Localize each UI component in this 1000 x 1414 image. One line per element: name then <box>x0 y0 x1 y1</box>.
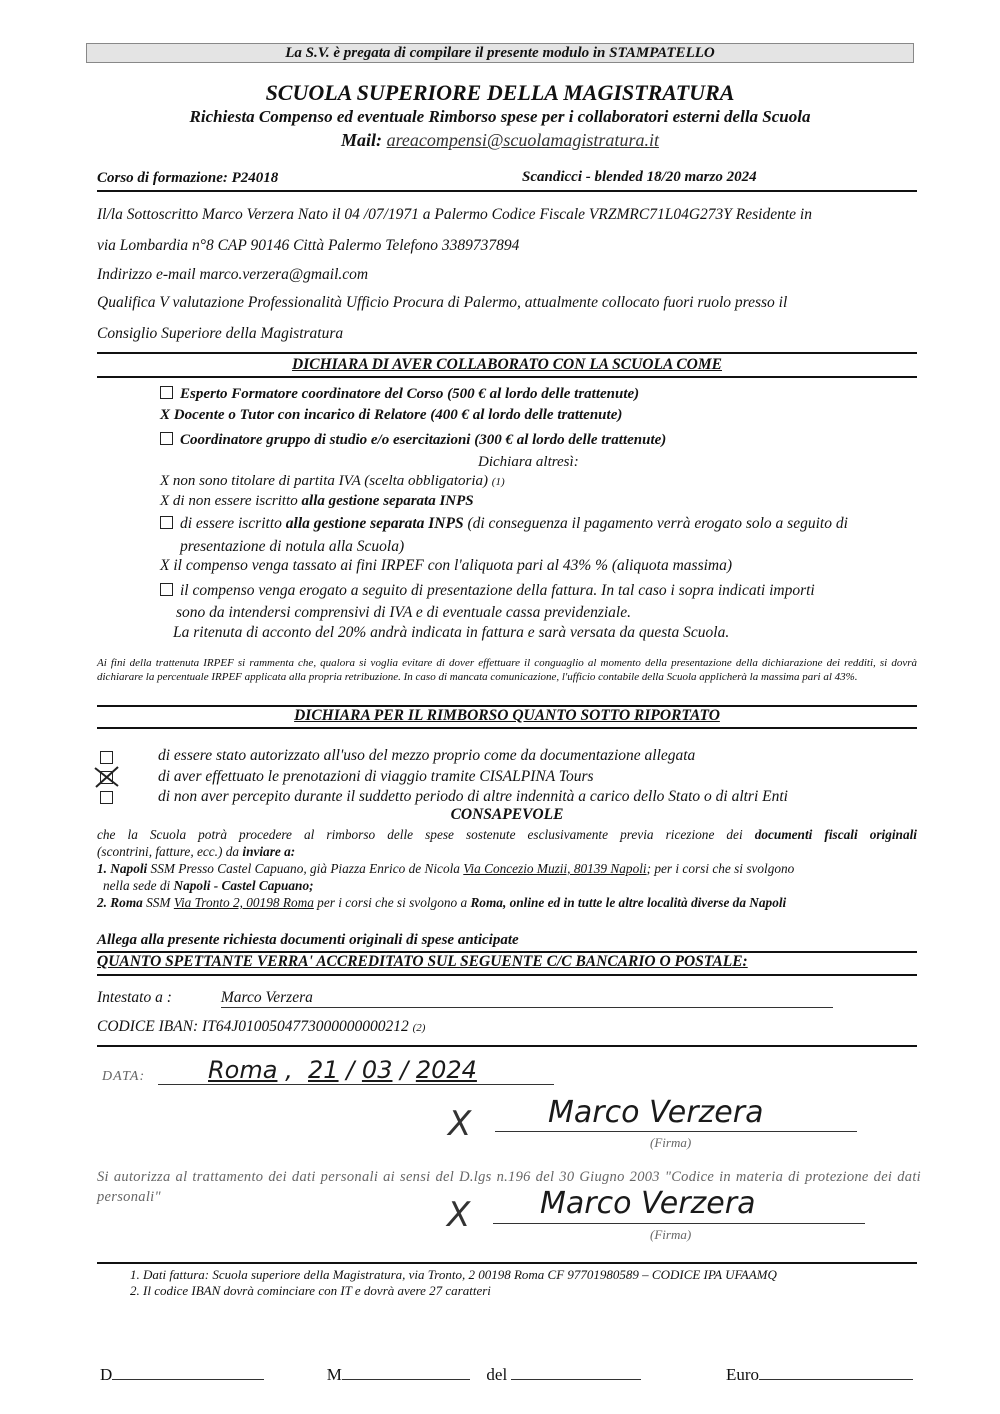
bank-heading: QUANTO SPETTANTE VERRA' ACCREDITATO SUL SEGUENTE C/C BANCARIO O POSTALE: <box>97 953 748 970</box>
date-month: 03 <box>361 1056 393 1084</box>
date-sep-3: / <box>400 1056 409 1084</box>
banner <box>86 43 914 63</box>
date-label: DATA: <box>102 1069 146 1084</box>
role-coordinator <box>160 432 666 449</box>
napoli-address-line2 <box>97 877 917 894</box>
reimb-p1-c: (scontrini, fatture, ecc.) da <box>97 844 243 859</box>
reimb-p1-a: che la Scuola potrà procedere al rimborso delle spese sostenute esclusivamente previa ricezione dei <box>97 827 755 842</box>
inps-yes-line2: presentazione di notula alla Scuola) <box>180 538 405 555</box>
office-euro-field[interactable] <box>759 1363 913 1380</box>
date-place: Roma <box>208 1056 278 1084</box>
roma-address <box>97 894 917 911</box>
role-coordinator-checkbox[interactable] <box>160 432 173 445</box>
role-teacher-mark[interactable]: X <box>160 407 171 423</box>
irpef-text: il compenso venga tassato ai fini IRPEF con l'aliquota pari al 43% % (aliquota massima) <box>173 557 733 574</box>
date-sep-2: / <box>346 1056 355 1084</box>
reimb-item-2: di aver effettuato le prenotazioni di viaggio tramite CISALPINA Tours <box>158 768 594 785</box>
roma-d: per i corsi che si svolgono a <box>313 895 471 910</box>
napoli-d: ; per i corsi che si svolgono <box>646 861 795 876</box>
inps-yes-line <box>160 515 848 533</box>
roma-b: SSM <box>142 895 174 910</box>
personal-line-2: via Lombardia n°8 CAP 90146 Città Palermo Telefono 3389737894 <box>97 237 520 254</box>
iban-note: (2) <box>412 1022 426 1034</box>
office-del-label: del <box>486 1365 508 1384</box>
inps-not-bold: alla gestione separata INPS <box>301 493 474 509</box>
invoice-line-2: sono da intendersi comprensivi di IVA e di eventuale cassa previdenziale. <box>176 604 631 621</box>
vat-line <box>160 473 505 490</box>
role-expert <box>160 386 639 403</box>
office-euro-label: Euro <box>725 1365 759 1384</box>
reimb-checkbox-1[interactable] <box>100 751 113 764</box>
office-row <box>100 1363 913 1385</box>
personal-line-5: Consiglio Superiore della Magistratura <box>97 325 344 342</box>
napoli-e: nella sede di <box>103 878 174 893</box>
roma-c: Via Tronto 2, 00198 Roma <box>173 895 314 910</box>
reimb-checkbox-2-cross <box>92 765 122 789</box>
roma-a: 2. Roma <box>97 895 143 910</box>
form-subtitle: Richiesta Compenso ed eventuale Rimborso spese per i collaboratori esterni della Scuola <box>189 107 811 126</box>
inps-yes-bold: alla gestione separata INPS <box>285 515 464 532</box>
reimb-item-1: di essere stato autorizzato all'uso del mezzo proprio come da documentazione allegata <box>158 747 696 764</box>
iban-row <box>97 1018 425 1036</box>
reimb-item-3: di non aver percepito durante il suddetto periodo di altre indennità a carico dello Stato o di altri Enti <box>158 788 788 805</box>
section1-top-rule <box>97 352 917 354</box>
vat-text: non sono titolare di partita IVA (scelta obbligatoria) <box>172 473 489 489</box>
holder-value: Marco Verzera <box>220 989 313 1006</box>
irpef-mark[interactable]: X <box>160 557 170 574</box>
office-m-field[interactable] <box>342 1363 470 1380</box>
signature-x-mark: X <box>448 1104 472 1144</box>
napoli-b: SSM Presso Castel Capuano, già Piazza Enrico de Nicola <box>147 861 464 876</box>
iban-rule <box>97 1045 917 1047</box>
invoice-text-1: il compenso venga erogato a seguito di presentazione della fattura. In tal caso i sopra indicati importi <box>180 582 815 599</box>
course-rule <box>97 190 917 192</box>
course-label: Corso di formazione: P24018 <box>97 170 279 186</box>
banner-text: La S.V. è pregata di compilare il presente modulo in STAMPATELLO <box>285 45 715 61</box>
napoli-c: Via Concezio Muzii, 80139 Napoli <box>463 861 647 876</box>
attach-line: Allega alla presente richiesta documenti originali di spese anticipate <box>97 932 519 948</box>
privacy-firma-label: (Firma) <box>650 1227 692 1242</box>
course-location-dates: Scandicci - blended 18/20 marzo 2024 <box>522 169 757 185</box>
reimb-p1 <box>97 826 917 843</box>
signature-handwritten: Marco Verzera <box>548 1095 764 1130</box>
irpef-line <box>160 557 732 575</box>
footnote-2: 2. Il codice IBAN dovrà cominciare con IT e dovrà avere 27 caratteri <box>130 1283 491 1298</box>
personal-line-4: Qualifica V valutazione Professionalità Ufficio Procura di Palermo, attualmente collocato fuori ruolo presso il <box>97 294 788 311</box>
role-teacher <box>160 407 622 424</box>
mail-line <box>0 130 1000 151</box>
invoice-line-1 <box>160 582 815 600</box>
role-expert-text: Esperto Formatore coordinatore del Corso (500 € al lordo delle trattenute) <box>180 386 640 402</box>
date-day: 21 <box>308 1056 339 1084</box>
mail-link[interactable]: areacompensi@scuolamagistratura.it <box>386 130 659 150</box>
office-del-field[interactable] <box>511 1363 641 1380</box>
iban-label: CODICE IBAN: <box>97 1018 199 1035</box>
napoli-address <box>97 860 917 877</box>
inps-yes-rest: (di conseguenza il pagamento verrà erogato solo a seguito di <box>463 515 848 532</box>
invoice-line-3: La ritenuta di acconto del 20% andrà indicata in fattura e sarà versata da questa Scuola. <box>173 624 730 641</box>
privacy-signature-handwritten: Marco Verzera <box>540 1186 756 1221</box>
mail-label: Mail: <box>341 130 383 150</box>
section1-heading: DICHIARA DI AVER COLLABORATO CON LA SCUOLA COME <box>292 356 722 373</box>
office-d-field[interactable] <box>112 1363 264 1380</box>
inps-not-mark[interactable]: X <box>160 493 170 509</box>
personal-line-1: Il/la Sottoscritto Marco Verzera Nato il 04 /07/1971 a Palermo Codice Fiscale VRZMRC71L04G273Y Residente in <box>97 206 812 223</box>
office-d-label: D <box>100 1365 113 1384</box>
napoli-a: 1. Napoli <box>97 861 148 876</box>
reimb-paragraph <box>97 826 917 911</box>
footnote-rule <box>97 1262 917 1264</box>
aware-heading: CONSAPEVOLE <box>450 806 564 823</box>
holder-field[interactable] <box>221 989 833 1008</box>
vat-note: (1) <box>491 476 505 488</box>
reimb-checkbox-3[interactable] <box>100 791 113 804</box>
irpef-note: Ai fini della trattenuta IRPEF si rammenta che, qualora si voglia evitare di dover effettuare il conguaglio al momento della presentazione della dichiarazione dei redditi, si dovrà dichiarare la percentuale IRPEF applicata alla propria retribuzione. In caso di mancata comunicazione, l'ufficio contabile della Scuola applicherà la massima pari al 43%. <box>97 657 917 683</box>
signature-firma-label: (Firma) <box>650 1135 692 1150</box>
inps-yes-checkbox[interactable] <box>160 516 173 529</box>
reimb-p1-d: inviare a: <box>242 844 296 859</box>
reimb-p1-b: documenti fiscali originali <box>754 827 917 842</box>
inps-not-line <box>160 493 474 510</box>
bank-bottom-rule <box>97 974 917 976</box>
date-year: 2024 <box>415 1056 477 1084</box>
school-title: SCUOLA SUPERIORE DELLA MAGISTRATURA <box>265 80 735 105</box>
date-handwritten <box>208 1056 477 1084</box>
inps-not-text: di non essere iscritto <box>172 493 302 509</box>
napoli-f: Napoli - Castel Capuano; <box>173 878 314 893</box>
section2-heading: DICHIARA PER IL RIMBORSO QUANTO SOTTO RIPORTATO <box>294 707 720 724</box>
holder-label: Intestato a : <box>97 989 172 1006</box>
reimb-p1-line2 <box>97 843 917 860</box>
office-m-label: M <box>326 1365 342 1384</box>
section2-bottom-rule <box>97 727 917 729</box>
also-declares: Dichiara altresì: <box>478 454 579 470</box>
holder-row <box>97 989 833 1008</box>
privacy-x-mark: X <box>447 1195 471 1235</box>
vat-mark[interactable]: X <box>160 473 170 489</box>
role-expert-checkbox[interactable] <box>160 386 173 399</box>
inps-yes-text: di essere iscritto <box>180 515 286 532</box>
date-sep-1: , <box>285 1056 293 1084</box>
section1-bottom-rule <box>97 376 917 378</box>
personal-line-3: Indirizzo e-mail marco.verzera@gmail.com <box>97 266 369 283</box>
roma-e: Roma, online ed in tutte le altre località diverse da Napoli <box>470 895 787 910</box>
privacy-text: Si autorizza al trattamento dei dati personali ai sensi del D.lgs n.196 del 30 Giugno 2003 "Codice in materia di protezione dei dati personali" <box>97 1169 921 1205</box>
iban-value[interactable]: IT64J0100504773000000000212 <box>202 1018 409 1035</box>
role-coordinator-text: Coordinatore gruppo di studio e/o esercitazioni (300 € al lordo delle trattenute) <box>180 432 667 448</box>
footnote-1: 1. Dati fattura: Scuola superiore della Magistratura, via Tronto, 2 00198 Roma CF 97701980589 – CODICE IPA UFAAMQ <box>130 1267 777 1282</box>
role-teacher-text: Docente o Tutor con incarico di Relatore (400 € al lordo delle trattenute) <box>173 407 623 423</box>
invoice-checkbox[interactable] <box>160 583 173 596</box>
